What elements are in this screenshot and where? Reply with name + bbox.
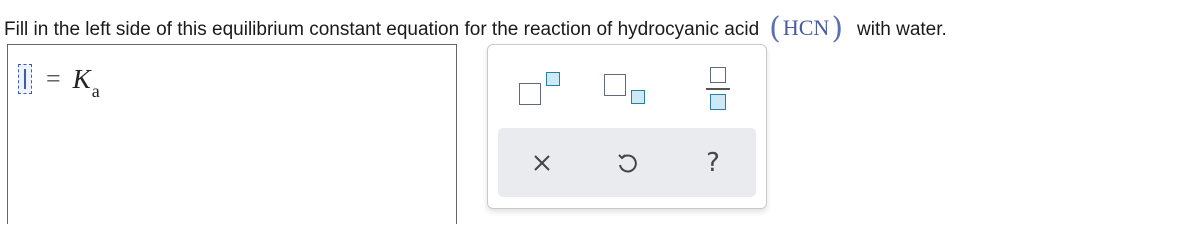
undo-arrow-icon	[616, 152, 638, 174]
superscript-box-icon	[546, 72, 560, 86]
empty-input-slot[interactable]	[18, 64, 32, 94]
numerator-box-icon	[710, 67, 726, 83]
superscript-template-button[interactable]	[518, 63, 570, 113]
fraction-template-button[interactable]	[703, 63, 733, 115]
question-mark-icon: ?	[706, 148, 720, 178]
answer-input-area[interactable]	[7, 44, 457, 224]
question-prompt	[4, 8, 947, 46]
template-row	[488, 45, 766, 125]
equilibrium-equation	[18, 59, 99, 99]
help-button[interactable]	[698, 148, 728, 178]
prompt-text: Fill in the left side of this equilibrium constant equation for the reaction of hydrocyanic acid	[4, 19, 760, 40]
close-x-icon	[533, 154, 551, 172]
subscript-box-icon	[631, 90, 645, 104]
clear-button[interactable]	[527, 148, 557, 178]
k-symbol: K	[72, 63, 91, 94]
math-template-palette	[487, 44, 767, 209]
undo-button[interactable]	[612, 148, 642, 178]
prompt-text-end: with water.	[857, 19, 947, 40]
base-box-icon	[604, 74, 626, 96]
base-box-icon	[519, 83, 541, 105]
formula-hcn: HCN	[782, 15, 830, 40]
k-subscript: a	[91, 80, 100, 101]
fraction-bar-icon	[706, 88, 730, 90]
formula-open-paren: (	[769, 11, 781, 46]
action-bar	[498, 128, 756, 197]
formula-close-paren: )	[831, 11, 844, 46]
subscript-template-button[interactable]	[603, 63, 655, 113]
equals-sign: =	[46, 64, 61, 93]
denominator-box-icon	[710, 94, 726, 110]
